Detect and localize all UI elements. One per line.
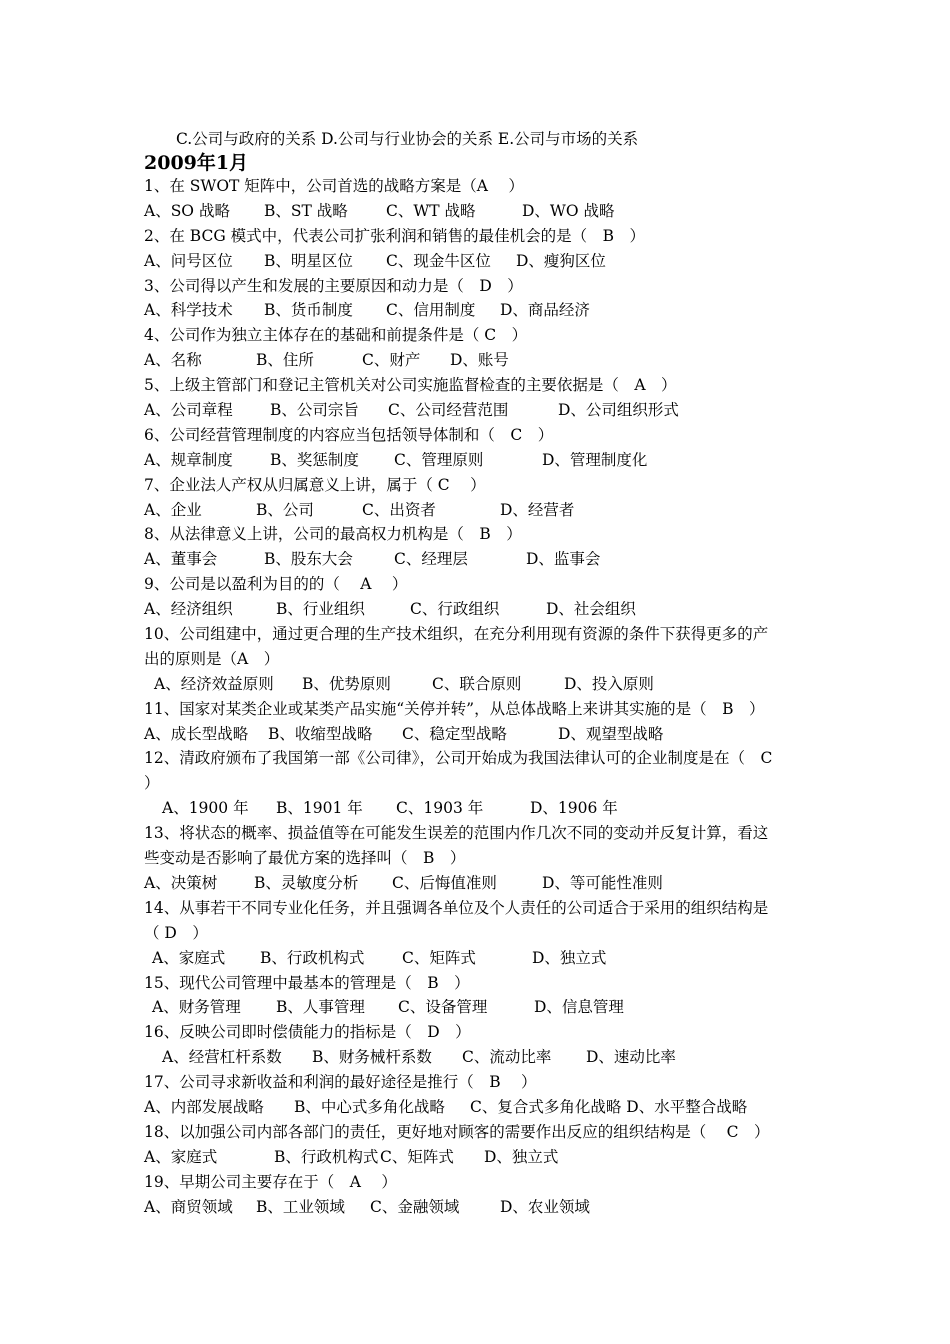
question-text-continued: ） xyxy=(144,774,160,793)
options-row xyxy=(144,722,812,747)
answer-option: C、信用制度 xyxy=(386,301,476,320)
question-text: 9、公司是以盈利为目的的（ A ） xyxy=(144,575,408,594)
answer-option: A、科学技术 xyxy=(144,301,233,320)
answer-option: D、WO 战略 xyxy=(522,201,615,220)
question-text: 4、公司作为独立主体存在的基础和前提条件是（ C ） xyxy=(144,326,528,345)
answer-option: C、稳定型战略 xyxy=(402,724,507,743)
answer-option: C、现金牛区位 xyxy=(386,251,491,270)
answer-option: B、货币制度 xyxy=(264,301,353,320)
question-text: 15、现代公司管理中最基本的管理是（ B ） xyxy=(144,973,470,992)
answer-option: B、公司宗旨 xyxy=(270,401,359,420)
question-text: 14、从事若干不同专业化任务，并且强调各单位及个人责任的公司适合于采用的组织结构是 xyxy=(144,898,769,917)
question-text: 6、公司经营管理制度的内容应当包括领导体制和（ C ） xyxy=(144,425,554,444)
answer-option: D、经营者 xyxy=(500,500,575,519)
answer-option: A、成长型战略 xyxy=(144,724,249,743)
answer-option: B、股东大会 xyxy=(264,550,353,569)
question-list xyxy=(144,174,812,1219)
options-row xyxy=(144,348,812,373)
answer-option: D、公司组织形式 xyxy=(558,401,679,420)
answer-option: C、WT 战略 xyxy=(386,201,476,220)
options-row xyxy=(144,796,812,821)
answer-option: C、设备管理 xyxy=(398,998,488,1017)
answer-option: D、速动比率 xyxy=(586,1048,676,1067)
question-text: 11、国家对某类企业或某类产品实施“关停并转”，从总体战略上来讲其实施的是（ B ） xyxy=(144,699,765,718)
options-row xyxy=(144,298,812,323)
answer-option: D、账号 xyxy=(450,351,509,370)
answer-option: C、金融领域 xyxy=(370,1197,460,1216)
options-row xyxy=(144,547,812,572)
options-row xyxy=(144,1045,812,1070)
options-row xyxy=(144,995,812,1020)
question-text: 2、在 BCG 模式中，代表公司扩张利润和销售的最佳机会的是（ B ） xyxy=(144,226,646,245)
question-text: 3、公司得以产生和发展的主要原因和动力是（ D ） xyxy=(144,276,523,295)
answer-option: B、优势原则 xyxy=(302,674,391,693)
options-row xyxy=(144,199,812,224)
options-row xyxy=(144,871,812,896)
answer-option: A、决策树 xyxy=(144,873,218,892)
answer-option: C、出资者 xyxy=(362,500,436,519)
answer-option: B、奖惩制度 xyxy=(270,450,359,469)
answer-option: D、商品经济 xyxy=(500,301,590,320)
answer-option: A、内部发展战略 xyxy=(144,1097,264,1116)
answer-option: A、1900 年 xyxy=(162,799,249,818)
continued-options-line: C.公司与政府的关系 D.公司与行业协会的关系 E.公司与市场的关系 xyxy=(176,130,639,148)
answer-option: A、财务管理 xyxy=(152,998,241,1017)
answer-option: A、商贸领域 xyxy=(144,1197,233,1216)
answer-option: B、行政机构式 xyxy=(260,948,365,967)
answer-option: B、中心式多角化战略 xyxy=(294,1097,445,1116)
question-text-continued: 出的原则是（A ） xyxy=(144,649,280,668)
options-row xyxy=(144,498,812,523)
answer-option: C、联合原则 xyxy=(432,674,522,693)
answer-option: B、公司 xyxy=(256,500,314,519)
answer-option: B、明星区位 xyxy=(264,251,353,270)
answer-option: C、矩阵式 xyxy=(380,1147,454,1166)
question-text: 1、在 SWOT 矩阵中，公司首选的战略方案是（A ） xyxy=(144,177,524,195)
answer-option: B、财务械杆系数 xyxy=(312,1048,432,1067)
question-text-continued: （ D ） xyxy=(144,923,208,942)
question-text: 5、上级主管部门和登记主管机关对公司实施监督检查的主要依据是（ A ） xyxy=(144,376,677,395)
answer-option: B、ST 战略 xyxy=(264,201,348,220)
answer-option: A、企业 xyxy=(144,500,202,519)
options-row xyxy=(144,1145,812,1170)
answer-option: D、独立式 xyxy=(484,1147,559,1166)
answer-option: A、规章制度 xyxy=(144,450,233,469)
question-text: 10、公司组建中，通过更合理的生产技术组织，在充分利用现有资源的条件下获得更多的产 xyxy=(144,625,769,644)
answer-option: D、独立式 xyxy=(532,948,607,967)
answer-option: C、1903 年 xyxy=(396,799,484,818)
question-text: 19、早期公司主要存在于（ A ） xyxy=(144,1172,397,1191)
answer-option: D、农业领域 xyxy=(500,1197,590,1216)
answer-option: C、行政组织 xyxy=(410,600,500,619)
answer-option: C、经理层 xyxy=(394,550,468,569)
question-text: 13、将状态的概率、损益值等在可能发生误差的范围内作几次不同的变动并反复计算，看这 xyxy=(144,824,769,843)
answer-option: B、工业领域 xyxy=(256,1197,345,1216)
answer-option: A、经济效益原则 xyxy=(154,674,274,693)
answer-option: C、复合式多角化战略 D、水平整合战略 xyxy=(470,1097,748,1116)
answer-option: B、行政机构式 xyxy=(274,1147,379,1166)
options-row xyxy=(144,398,812,423)
answer-option: B、收缩型战略 xyxy=(268,724,373,743)
answer-option: D、等可能性准则 xyxy=(542,873,663,892)
answer-option: D、瘦狗区位 xyxy=(516,251,606,270)
question-text-continued: 些变动是否影响了最优方案的选择叫（ B ） xyxy=(144,849,466,868)
answer-option: B、行业组织 xyxy=(276,600,365,619)
answer-option: D、监事会 xyxy=(526,550,601,569)
options-row xyxy=(144,448,812,473)
answer-option: C、公司经营范围 xyxy=(388,401,509,420)
answer-option: A、SO 战略 xyxy=(144,201,230,220)
answer-option: C、管理原则 xyxy=(394,450,484,469)
options-row xyxy=(144,597,812,622)
answer-option: A、家庭式 xyxy=(144,1147,218,1166)
answer-option: D、社会组织 xyxy=(546,600,636,619)
answer-option: C、流动比率 xyxy=(462,1048,552,1067)
options-row xyxy=(144,249,812,274)
answer-option: A、公司章程 xyxy=(144,401,233,420)
answer-option: D、1906 年 xyxy=(530,799,618,818)
answer-option: A、家庭式 xyxy=(152,948,226,967)
question-text: 16、反映公司即时偿债能力的指标是（ D ） xyxy=(144,1023,471,1042)
answer-option: A、董事会 xyxy=(144,550,218,569)
answer-option: C、矩阵式 xyxy=(402,948,476,967)
answer-option: B、人事管理 xyxy=(276,998,365,1017)
answer-option: A、经营杠杆系数 xyxy=(162,1048,282,1067)
answer-option: B、住所 xyxy=(256,351,314,370)
question-text: 8、从法律意义上讲，公司的最高权力机构是（ B ） xyxy=(144,525,522,544)
options-row xyxy=(144,946,812,971)
options-row xyxy=(144,1095,812,1120)
section-heading: 2009年1月 xyxy=(144,152,249,174)
answer-option: D、投入原则 xyxy=(564,674,654,693)
options-row xyxy=(144,1195,812,1220)
answer-option: D、信息管理 xyxy=(534,998,624,1017)
answer-option: A、名称 xyxy=(144,351,202,370)
answer-option: D、管理制度化 xyxy=(542,450,648,469)
answer-option: C、财产 xyxy=(362,351,421,370)
answer-option: B、灵敏度分析 xyxy=(254,873,359,892)
answer-option: D、观望型战略 xyxy=(558,724,664,743)
options-row xyxy=(144,672,812,697)
question-text: 18、以加强公司内部各部门的责任，更好地对顾客的需要作出反应的组织结构是（ C ） xyxy=(144,1122,770,1141)
question-text: 12、清政府颁布了我国第一部《公司律》，公司开始成为我国法律认可的企业制度是在（ C xyxy=(144,749,773,768)
answer-option: A、问号区位 xyxy=(144,251,233,270)
answer-option: A、经济组织 xyxy=(144,600,233,619)
question-text: 17、公司寻求新收益和利润的最好途径是推行（ B ） xyxy=(144,1073,537,1092)
answer-option: C、后悔值准则 xyxy=(392,873,497,892)
answer-option: B、1901 年 xyxy=(276,799,363,818)
question-text: 7、企业法人产权从归属意义上讲，属于（ C ） xyxy=(144,475,486,494)
